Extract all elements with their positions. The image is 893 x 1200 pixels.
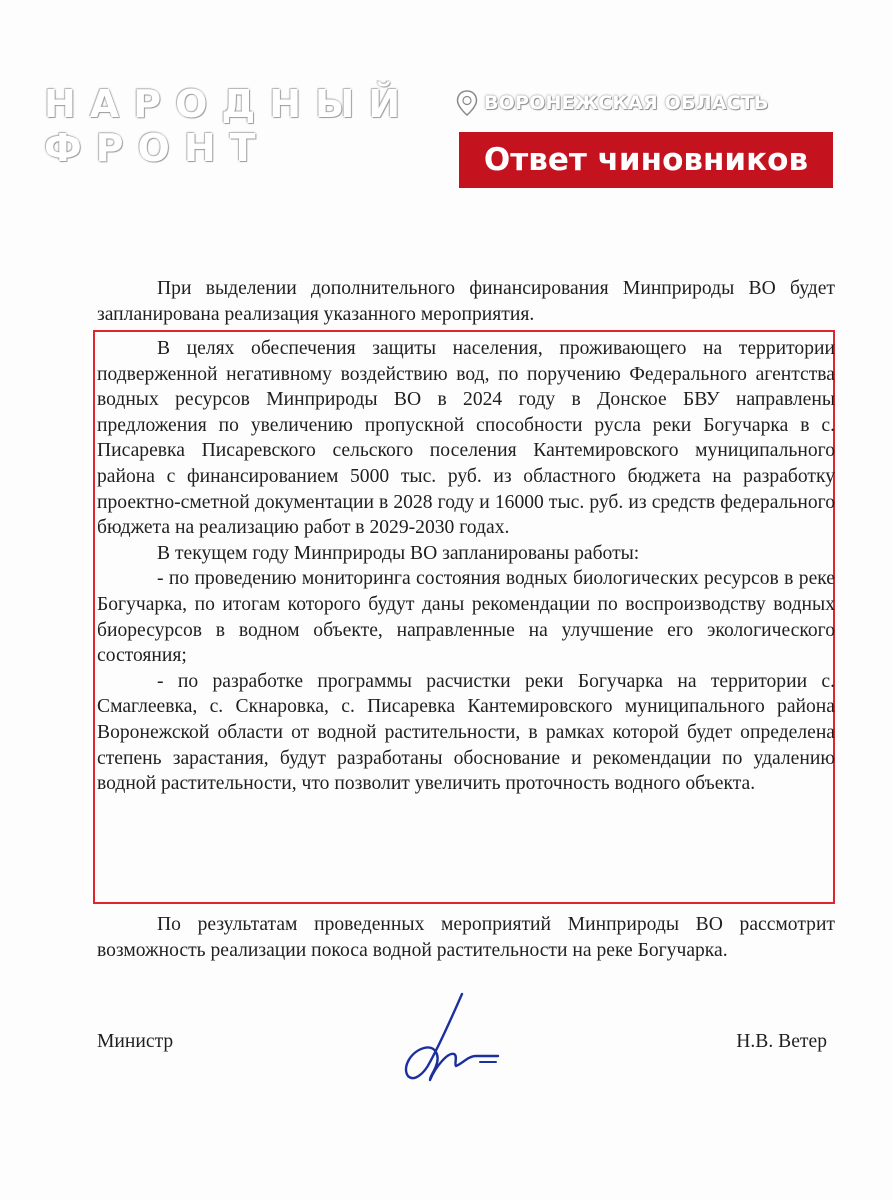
paragraph-conclusion: По результатам проведенных мероприятий Минприроды ВО рассмотрит возможность реализации покоса водной растительности на реке Богучарка. [97,914,835,961]
highlighted-paragraph-3: - по проведению мониторинга состояния водных биологических ресурсов в реке Богучарка, по итогам которого будут даны рекомендации по воспроизводству водных биоресурсов в водном объекте, направленные на улучшение его экологического состояния; [97,568,835,667]
paragraph-intro: При выделении дополнительного финансирования Минприроды ВО будет запланирована реализация указанного мероприятия. [97,278,835,325]
highlighted-paragraph-4: - по разработке программы расчистки реки Богучарка на территории с. Смаглеевка, с. Скнаровка, с. Писаревка Кантемировского муниципального района Воронежской области от водной растительности, в рамках которой будет определена степень зарастания, будут разработаны обоснование и рекомендации по удалению водной растительности, что позволит увеличить проточность водного объекта. [97,670,835,795]
highlighted-section [97,336,835,797]
signature-image [396,990,506,1090]
region-text: ВОРОНЕЖСКАЯ ОБЛАСТЬ [484,92,769,114]
brand-logo [44,82,414,170]
answer-badge: Ответ чиновников [459,132,833,188]
signatory-name: Н.В. Ветер [736,1031,827,1052]
signatory-title: Министр [97,1031,174,1052]
highlighted-paragraph-1: В целях обеспечения защиты населения, проживающего на территории подверженной негативному воздействию вод, по поручению Федерального агентства водных ресурсов Минприроды ВО в 2024 году в Донское БВУ направлены предложения по увеличению пропускной способности русла реки Богучарка в с. Писаревка Писаревского сельского поселения Кантемировского муниципального района с финансированием 5000 тыс. руб. из областного бюджета на разработку проектно-сметной документации в 2028 году и 16000 тыс. руб. из средств федерального бюджета на реализацию работ в 2029-2030 годах. [97,338,835,539]
location-pin-icon [456,90,478,116]
region-label [456,90,769,116]
brand-line-2: ФРОНТ [44,126,270,170]
brand-line-1: НАРОДНЫЙ [44,82,415,126]
highlighted-paragraph-2: В текущем году Минприроды ВО запланированы работы: [157,542,640,564]
